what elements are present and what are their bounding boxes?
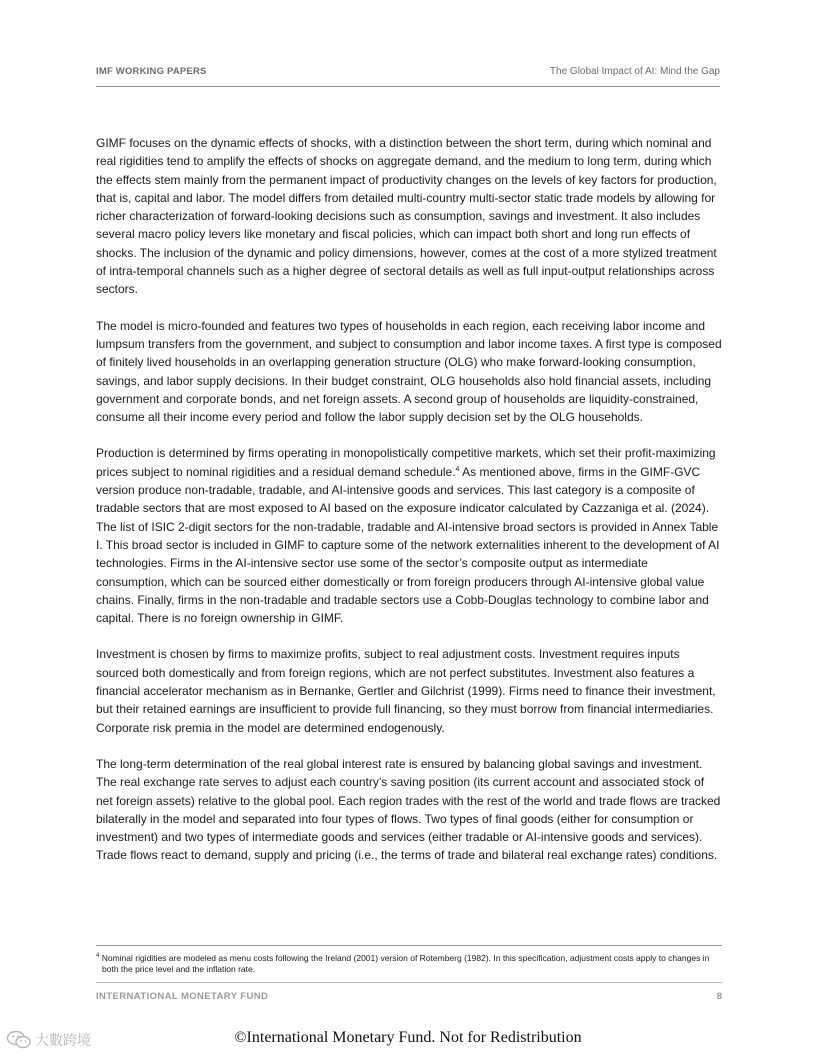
footnotes bbox=[96, 945, 722, 974]
paragraph: The model is micro-founded and features two types of households in each region, each receiving labor income and lumpsum transfers from the government, and subject to consumption and labor income taxes. A first type is composed of finitely lived households in an overlapping generation structure (OLG) who make forward-looking consumption, savings, and labor supply decisions. In their budget constraint, OLG households also hold financial assets, including government and corporate bonds, and net foreign assets. A second group of households are liquidity-constrained, consume all their income every period and follow the labor supply decision set by the OLG households. bbox=[96, 318, 722, 425]
copyright-notice: ©International Monetary Fund. Not for Redistribution bbox=[234, 1029, 582, 1046]
paper-title: The Global Impact of AI: Mind the Gap bbox=[549, 66, 720, 77]
paragraph bbox=[96, 444, 722, 627]
paragraph-text: Production is determined by firms operating in monopolistically competitive markets, which set their profit-maximizing prices subject to nominal rigidities and a residual demand schedule. bbox=[96, 446, 716, 479]
footnote-reference[interactable]: 4 bbox=[455, 465, 460, 473]
footnote-number: 4 bbox=[96, 953, 100, 960]
footer-publisher: INTERNATIONAL MONETARY FUND bbox=[96, 991, 269, 1002]
paragraph: Investment is chosen by firms to maximize profits, subject to real adjustment costs. Investment requires inputs sourced both domestically and from foreign regions, which are not perfect substitutes. Investment also features a financial accelerator mechanism as in Bernanke, Gertler and Gilchrist (1999). Firms need to finance their investment, but their retained earnings are insufficient to provide full financing, so they must borrow from financial intermediaries. Corporate risk premia in the model are determined endogenously. bbox=[96, 647, 716, 735]
paragraph: The long-term determination of the real global interest rate is ensured by balancing global savings and investment. The real exchange rate serves to adjust each country’s saving position (its current account and associated stock of net foreign assets) relative to the global pool. Each region trades with the rest of the world and trade flows are tracked bilaterally in the model and separated into four types of flows. Two types of final goods (either for consumption or investment) and two types of intermediate goods and services (either tradable or AI-intensive goods and services). Trade flows react to demand, supply and pricing (i.e., the terms of trade and bilateral real exchange rates) conditions. bbox=[96, 756, 721, 863]
body-text bbox=[96, 134, 722, 883]
paragraph-text: As mentioned above, firms in the GIMF-GVC version produce non-tradable, tradable, and AI-intensive goods and services. This last category is a composite of tradable sectors that are most exposed to AI based on the exposure indicator calculated by Cazzaniga et al. (2024). The list of ISIC 2-digit sectors for the non-tradable, tradable and AI-intensive broad sectors is provided in Annex Table I. This broad sector is included in GIMF to capture some of the network externalities inherent to the development of AI technologies. Firms in the AI-intensive sector use some of the sector’s composite output as intermediate consumption, which can be sourced either domestically or from foreign producers through AI-intensive global value chains. Finally, firms in the non-tradable and tradable sectors use a Cobb-Douglas technology to combine labor and capital. There is no foreign ownership in GIMF. bbox=[96, 464, 720, 626]
paragraph: GIMF focuses on the dynamic effects of shocks, with a distinction between the short term, during which nominal and real rigidities tend to amplify the effects of shocks on aggregate demand, and the medium to long term, during which the effects stem mainly from the permanent impact of productivity changes on the levels of key factors for production, that is, capital and labor. The model differs from detailed multi-country multi-sector static trade models by allowing for richer characterization of forward-looking decisions such as consumption, savings and investment. It also includes several macro policy levers like monetary and fiscal policies, which can impact both short and long run effects of shocks. The inclusion of the dynamic and policy dimensions, however, comes at the cost of a more stylized treatment of intra-temporal channels such as a higher degree of sectoral details as well as full input-output relationships across sectors. bbox=[96, 136, 717, 297]
footnote bbox=[96, 953, 722, 974]
page-header bbox=[96, 66, 720, 87]
page-footer bbox=[96, 982, 722, 1002]
watermark-text: 大數跨境 bbox=[35, 1033, 91, 1049]
page-number: 8 bbox=[716, 991, 722, 1002]
footnote-text: Nominal rigidities are modeled as menu costs following the Ireland (2001) version of Rotemberg (1982). In this specification, adjustment costs apply to changes in both the price level and the inflation rate. bbox=[99, 953, 710, 974]
series-title: IMF WORKING PAPERS bbox=[96, 66, 207, 77]
